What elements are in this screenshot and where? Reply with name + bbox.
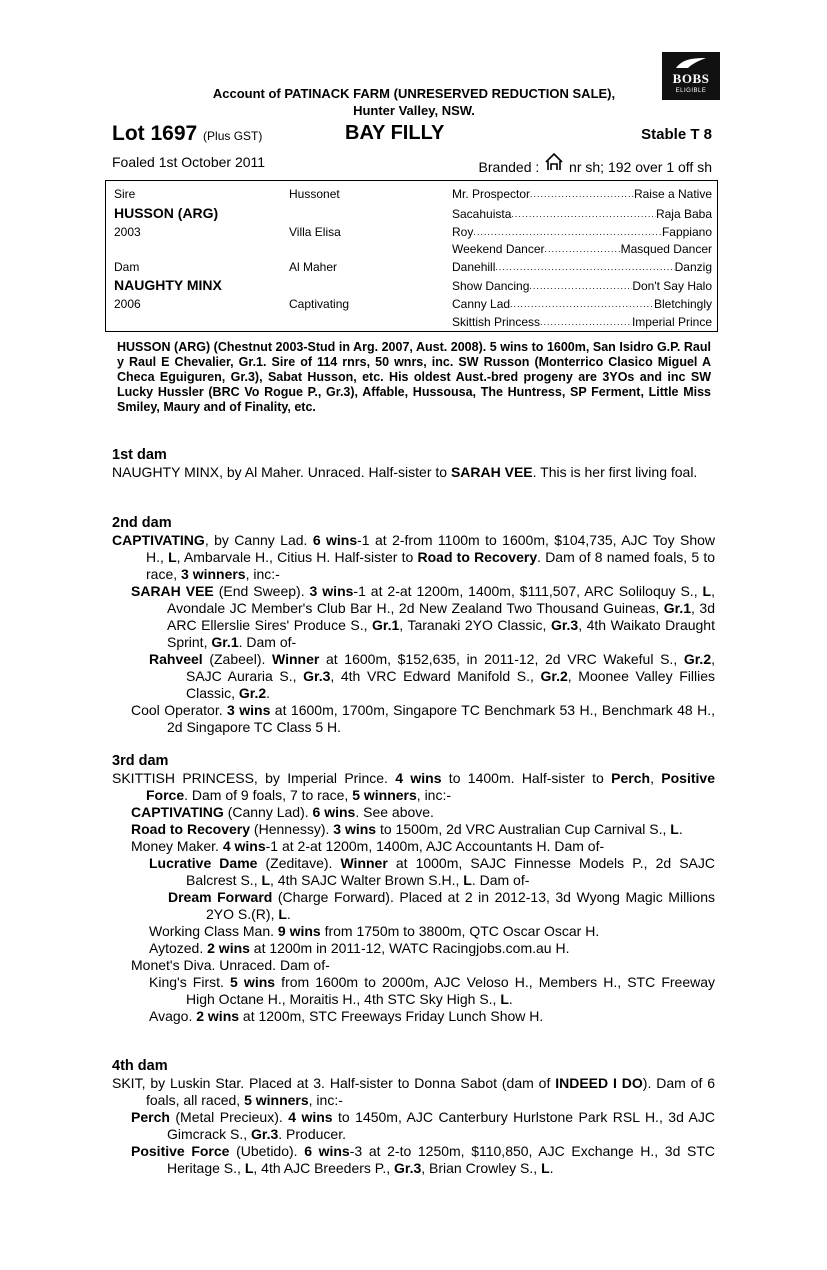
logo-subtext: ELIGIBLE bbox=[675, 88, 707, 94]
account-line-1: Account of PATINACK FARM (UNRESERVED REDUCTION SALE), bbox=[212, 86, 616, 101]
ancestor-right: Masqued Dancer bbox=[620, 242, 712, 256]
first-dam-paragraph: NAUGHTY MINX, by Al Maher. Unraced. Half-sister to SARAH VEE. This is her first living foal. bbox=[112, 464, 698, 480]
monets-diva-paragraph: Monet's Diva. Unraced. Dam of- bbox=[131, 957, 330, 973]
ancestor-right: Danzig bbox=[674, 260, 712, 274]
ancestor-left: Weekend Dancer bbox=[452, 242, 545, 256]
lucrative-dame-paragraph: Lucrative Dame (Zeditave). Winner at 1000m, SAJC Finnesse Models P., 2d SAJC Balcrest S., L, 4th SAJC Walter Brown S.H., L. Dam of- bbox=[149, 855, 715, 888]
positive-force-paragraph: Positive Force (Ubetido). 6 wins-3 at 2-to 1250m, $110,850, AJC Exchange H., 3d STC Heritage S., L, 4th AJC Breeders P., Gr.3, Brian Crowley S., L. bbox=[131, 1143, 716, 1176]
wing-icon bbox=[674, 56, 708, 70]
money-maker-paragraph: Money Maker. 4 wins-1 at 2-at 1200m, 1400m, AJC Accountants H. Dam of- bbox=[131, 838, 605, 854]
ancestor-right: Raise a Native bbox=[633, 187, 712, 201]
sire-description: HUSSON (ARG) (Chestnut 2003-Stud in Arg. 2007, Aust. 2008). 5 wins to 1600m, San Isidro G.P. Raul y Raul E Chevalier, Gr.1. Sire of 114 rnrs, 50 wnrs, inc. SW Russon (Monterrico Clasico Miguel A Checa Eguiguren, Gr.3), Sabat Husson, etc. His oldest Aust.-bred progeny are 3YOs and inc SW Lucky Hussler (BRC Vo Rogue P., Gr.3), Affable, Hussousa, The Huntress, SP Ferment, Little Miss Smiley, Maury and of Finality, etc. bbox=[117, 340, 711, 414]
section-heading: 2nd dam bbox=[112, 515, 172, 531]
perch-paragraph: Perch (Metal Precieux). 4 wins to 1450m, AJC Canterbury Hurlstone Park RSL H., 3d AJC Gimcrack S., Gr.3. Producer. bbox=[131, 1109, 715, 1142]
dam-year: 2006 bbox=[114, 297, 141, 311]
ancestor-right: Don't Say Halo bbox=[632, 279, 712, 293]
ancestor-right: Imperial Prince bbox=[631, 315, 712, 329]
kings-first-paragraph: King's First. 5 wins from 1600m to 2000m, AJC Veloso H., Members H., STC Freeway High Octane H., Moraitis H., 4th STC Sky High S., L. bbox=[149, 974, 716, 1007]
section-heading: 1st dam bbox=[112, 447, 167, 463]
skittish-princess-paragraph: SKITTISH PRINCESS, by Imperial Prince. 4 wins to 1400m. Half-sister to Perch, Positive Force. Dam of 9 foals, 7 to race, 5 winners, inc:- bbox=[112, 770, 715, 803]
ancestor-row bbox=[452, 187, 712, 201]
cool-operator-paragraph: Cool Operator. 3 wins at 1600m, 1700m, Singapore TC Benchmark 53 H., Benchmark 48 H., 2d Singapore TC Class 5 H. bbox=[131, 702, 715, 735]
sarah-vee-paragraph: SARAH VEE (End Sweep). 3 wins-1 at 2-at 1200m, 1400m, $111,507, ARC Soliloquy S., L, Avondale JC Member's Club Bar H., 2d New Zealand Two Thousand Guineas, Gr.1, 3d ARC Ellerslie Sires' Produce S., Gr.1, Taranaki 2YO Classic, Gr.3, 4th Waikato Draught Sprint, Gr.1. Dam of- bbox=[131, 583, 715, 650]
sire-name: HUSSON (ARG) bbox=[114, 205, 219, 221]
dam-name: NAUGHTY MINX bbox=[114, 277, 222, 293]
house-brand-icon bbox=[543, 152, 565, 177]
lot-number bbox=[112, 122, 262, 146]
ancestor-row bbox=[452, 260, 712, 274]
aytozed-paragraph: Aytozed. 2 wins at 1200m in 2011-12, WATC Racingjobs.com.au H. bbox=[149, 940, 570, 956]
dam-dam: Captivating bbox=[289, 297, 350, 311]
ancestor-row bbox=[452, 315, 712, 329]
dream-forward-paragraph: Dream Forward (Charge Forward). Placed at 2 in 2012-13, 3d Wyong Magic Millions 2YO S.(R), L. bbox=[168, 889, 715, 922]
ancestor-right: Raja Baba bbox=[655, 207, 712, 221]
ancestor-left: Mr. Prospector bbox=[452, 187, 531, 201]
horse-description: BAY FILLY bbox=[345, 122, 445, 144]
skit-paragraph: SKIT, by Luskin Star. Placed at 3. Half-sister to Donna Sabot (dam of INDEED I DO). Dam of 6 foals, all raced, 5 winners, inc:- bbox=[112, 1075, 715, 1108]
fourth-dam-section bbox=[112, 1058, 715, 1177]
third-dam-section bbox=[112, 753, 715, 1025]
ancestor-left: Sacahuista bbox=[452, 207, 512, 221]
ancestor-left: Roy bbox=[452, 225, 474, 239]
ancestor-left: Canny Lad bbox=[452, 297, 511, 311]
stable-number: Stable T 8 bbox=[641, 126, 712, 143]
captivating-paragraph: CAPTIVATING, by Canny Lad. 6 wins-1 at 2-from 1100m to 1600m, $104,735, AJC Toy Show H., L, Ambarvale H., Citius H. Half-sister to Road to Recovery. Dam of 8 named foals, 5 to race, 3 winners, inc:- bbox=[112, 532, 716, 582]
rahveel-paragraph: Rahveel (Zabeel). Winner at 1600m, $152,635, in 2011-12, 2d VRC Wakeful S., Gr.2, SAJC Auraria S., Gr.3, 4th VRC Edward Manifold S., Gr.2, Moonee Valley Fillies Classic, Gr.2. bbox=[149, 651, 715, 701]
captivating-ref-paragraph: CAPTIVATING (Canny Lad). 6 wins. See above. bbox=[131, 804, 434, 820]
dam-sire: Al Maher bbox=[289, 260, 338, 274]
pedigree-table bbox=[105, 180, 718, 332]
ancestor-row bbox=[452, 207, 712, 221]
road-to-recovery-paragraph: Road to Recovery (Hennessy). 3 wins to 1500m, 2d VRC Australian Cup Carnival S., L. bbox=[131, 821, 683, 837]
branded-text: nr sh; 192 over 1 off sh bbox=[569, 159, 712, 175]
second-dam-section bbox=[112, 515, 715, 736]
sire-year: 2003 bbox=[114, 225, 141, 239]
sire-dam: Villa Elisa bbox=[289, 225, 341, 239]
sire-sire: Hussonet bbox=[289, 187, 340, 201]
ancestor-row bbox=[452, 297, 712, 311]
ancestor-left: Show Dancing bbox=[452, 279, 530, 293]
foaled-date: Foaled 1st October 2011 bbox=[112, 154, 266, 170]
branded-label: Branded : bbox=[478, 159, 540, 175]
ancestor-left: Skittish Princess bbox=[452, 315, 541, 329]
logo-text: BOBS bbox=[672, 71, 710, 86]
dam-label: Dam bbox=[114, 260, 140, 274]
lot-line bbox=[112, 122, 712, 148]
ancestor-row bbox=[452, 242, 712, 256]
avago-paragraph: Avago. 2 wins at 1200m, STC Freeways Friday Lunch Show H. bbox=[149, 1008, 544, 1024]
plus-gst: (Plus GST) bbox=[203, 129, 263, 143]
working-class-man-paragraph: Working Class Man. 9 wins from 1750m to 3800m, QTC Oscar Oscar H. bbox=[149, 923, 600, 939]
account-line-2: Hunter Valley, NSW. bbox=[353, 103, 475, 118]
section-heading: 4th dam bbox=[112, 1058, 168, 1074]
ancestor-row bbox=[452, 225, 712, 239]
lot-label: Lot 1697 bbox=[112, 122, 198, 145]
ancestor-right: Fappiano bbox=[661, 225, 712, 239]
brand-info bbox=[479, 152, 712, 177]
ancestor-row bbox=[452, 279, 712, 293]
section-heading: 3rd dam bbox=[112, 753, 169, 769]
first-dam-section bbox=[112, 447, 715, 481]
sire-label: Sire bbox=[114, 187, 136, 201]
ancestor-left: Danehill bbox=[452, 260, 496, 274]
ancestor-right: Bletchingly bbox=[653, 297, 712, 311]
